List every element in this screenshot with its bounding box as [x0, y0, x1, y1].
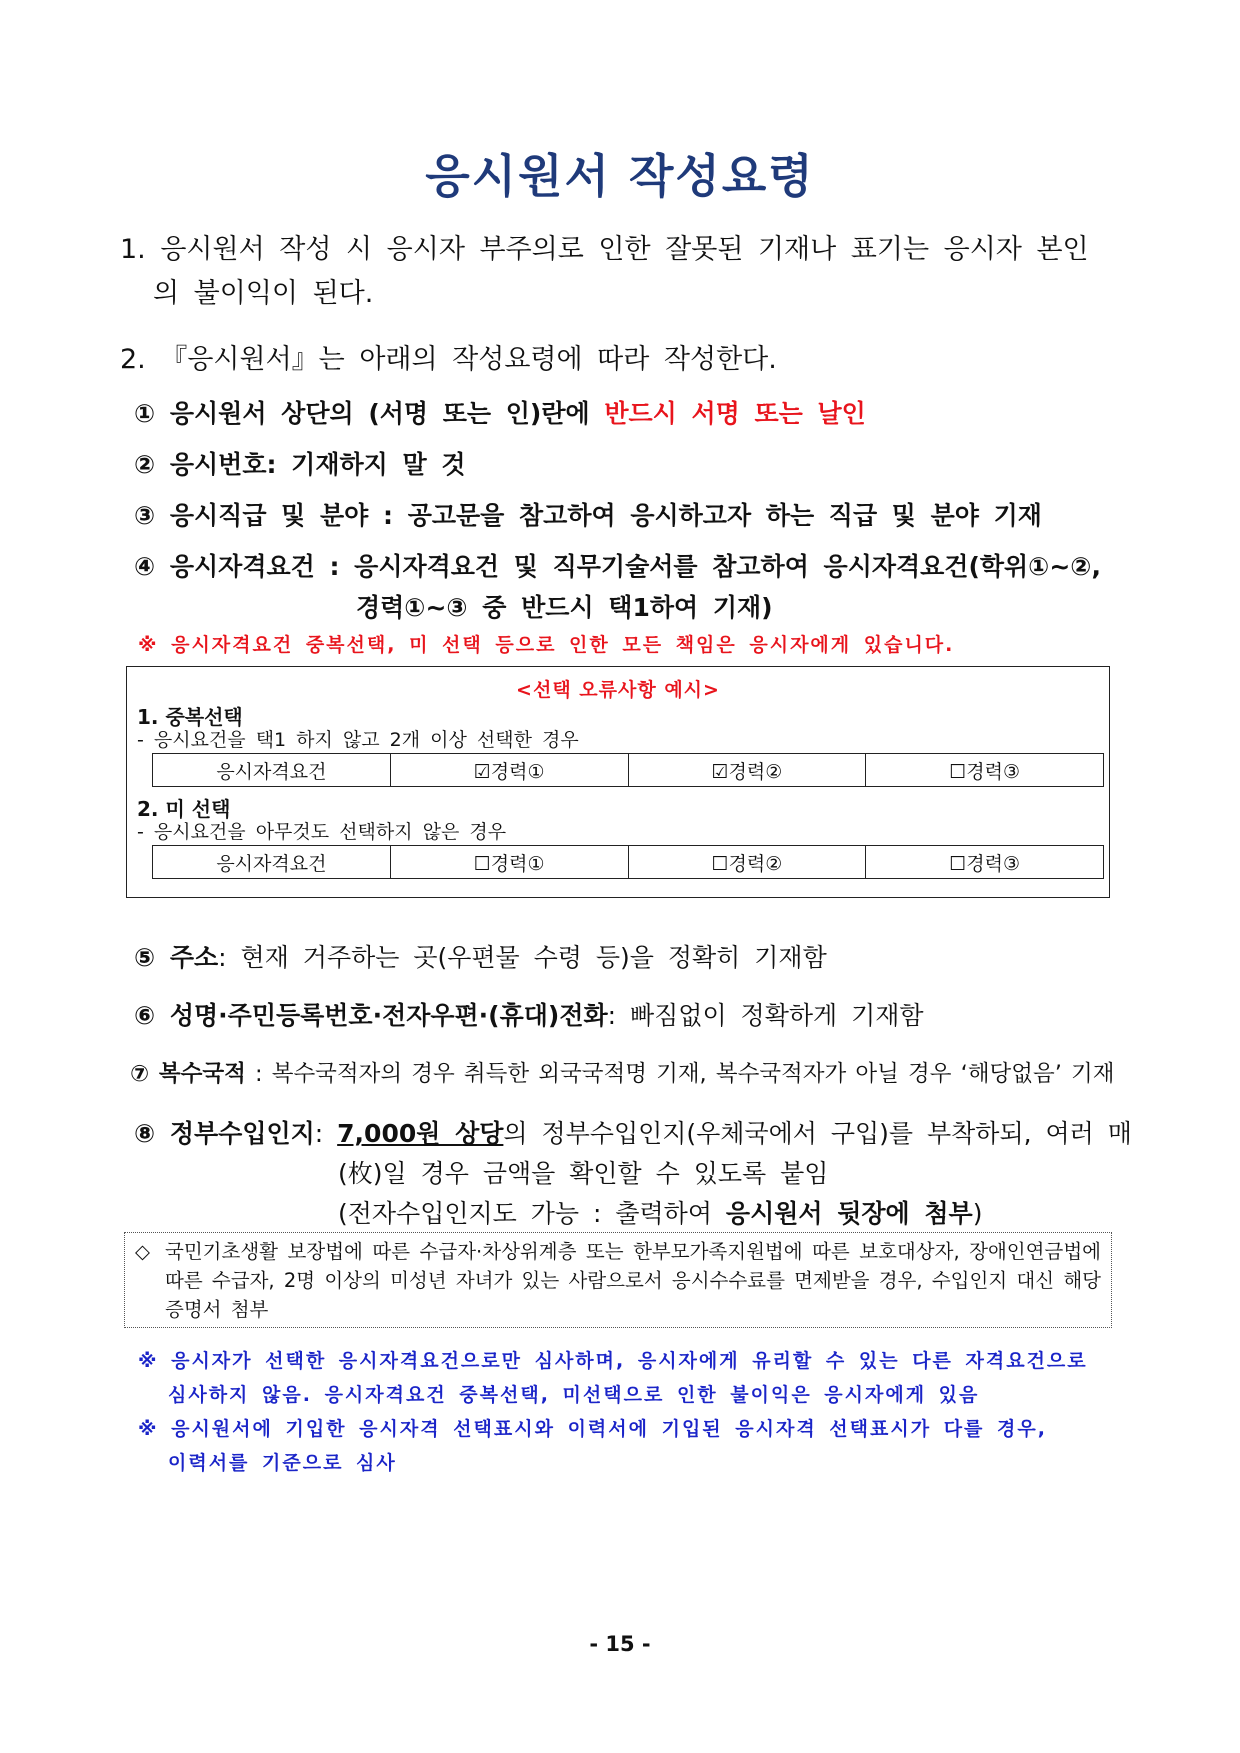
item-8-line1: [134, 1114, 1132, 1150]
item-4-line1: ④ 응시자격요건 : 응시자격요건 및 직무기술서를 참고하여 응시자격요건(학위①~②,: [134, 552, 1101, 581]
para1-line2: 의 불이익이 된다.: [153, 278, 374, 309]
note-red: ※ 응시자격요건 중복선택, 미 선택 등으로 인한 모든 책임은 응시자에게 있습니다.: [138, 634, 955, 656]
case2-desc: - 응시요건을 아무것도 선택하지 않은 경우: [137, 821, 507, 843]
item-5: [134, 938, 827, 974]
item-8-line3: [338, 1194, 982, 1230]
item-8-label: ⑧ 정부수입인지: [134, 1119, 315, 1148]
para1-line1: 1. 응시원서 작성 시 응시자 부주의로 인한 잘못된 기재나 표기는 응시자 본인: [120, 234, 1089, 265]
item-8-text1: 의 정부수입인지(우체국에서 구입)를 부착하되, 여러 매: [503, 1119, 1132, 1148]
item-1-emphasis: 반드시 서명 또는 날인: [604, 399, 866, 428]
item-1: [134, 394, 866, 430]
item-6-text: : 빠짐없이 정확하게 기재함: [607, 1001, 924, 1030]
table-cell: ☐경력③: [866, 754, 1104, 787]
item-5-label: ⑤ 주소: [134, 943, 219, 972]
item-8-line3-bold: 응시원서 뒷장에 첨부: [725, 1199, 973, 1228]
note-blue-line3: ※ 응시원서에 기입한 응시자격 선택표시와 이력서에 기입된 응시자격 선택표시가 다를 경우,: [138, 1418, 1047, 1440]
item-8-line3-prefix: (전자수입인지도 가능 : 출력하여: [338, 1199, 726, 1228]
diamond-icon: ◇: [135, 1240, 150, 1263]
item-8-colon: :: [314, 1119, 338, 1148]
item-8-line2: (枚)일 경우 금액을 확인할 수 있도록 붙임: [338, 1159, 829, 1188]
case2-heading: 2. 미 선택: [137, 797, 231, 821]
item-6-label: ⑥ 성명·주민등록번호·전자우편·(휴대)전화: [134, 1001, 608, 1030]
table-cell: ☐경력①: [390, 846, 628, 879]
case1-heading: 1. 중복선택: [137, 705, 243, 729]
example-box-title: <선택 오류사항 예시>: [516, 679, 720, 701]
item-3: ③ 응시직급 및 분야 : 공고문을 참고하여 응시하고자 하는 직급 및 분야 기재: [134, 501, 1042, 530]
note-blue-line2: 심사하지 않음. 응시자격요건 중복선택, 미선택으로 인한 불이익은 응시자에게 있음: [168, 1384, 980, 1406]
table-cell: ☐경력③: [866, 846, 1104, 879]
item-4-line2: 경력①~③ 중 반드시 택1하여 기재): [356, 593, 773, 622]
item-7: [130, 1056, 1115, 1088]
table-row: [153, 754, 1104, 787]
item-8-line3-suffix: ): [972, 1199, 983, 1228]
item-1-prefix: ① 응시원서 상단의 (서명 또는 인)란에: [134, 399, 605, 428]
note-blue-line4: 이력서를 기준으로 심사: [168, 1452, 397, 1474]
item-2: ② 응시번호: 기재하지 말 것: [134, 450, 466, 479]
table-cell: 응시자격요건: [153, 846, 391, 879]
note-blue-line1: ※ 응시자가 선택한 응시자격요건으로만 심사하며, 응시자에게 유리할 수 있는 다른 자격요건으로: [138, 1350, 1088, 1372]
table-cell: 응시자격요건: [153, 754, 391, 787]
exemption-text: 국민기초생활 보장법에 따른 수급자·차상위계층 또는 한부모가족지원법에 따른 보호대상자, 장애인연금법에 따른 수급자, 2명 이상의 미성년 자녀가 있는 사람으로서 응시수수료를 면제받을 경우, 수입인지 대신 해당 증명서 첨부: [165, 1240, 1101, 1321]
case1-table: [152, 753, 1104, 787]
table-cell: ☑경력②: [628, 754, 866, 787]
example-box: [126, 666, 1110, 898]
table-cell: ☐경력②: [628, 846, 866, 879]
exemption-box: [124, 1232, 1112, 1328]
case1-desc: - 응시요건을 택1 하지 않고 2개 이상 선택한 경우: [137, 729, 579, 751]
para2: 2. 『응시원서』는 아래의 작성요령에 따라 작성한다.: [120, 344, 777, 375]
item-7-text: : 복수국적자의 경우 취득한 외국국적명 기재, 복수국적자가 아닐 경우 ‘해당없음’ 기재: [245, 1061, 1115, 1087]
item-6: [134, 996, 924, 1032]
table-row: [153, 846, 1104, 879]
page-title: 응시원서 작성요령: [425, 149, 815, 203]
item-5-text: : 현재 거주하는 곳(우편물 수령 등)을 정확히 기재함: [218, 943, 827, 972]
page-number: - 15 -: [589, 1632, 651, 1656]
case2-table: [152, 845, 1104, 879]
item-7-label: ⑦ 복수국적: [130, 1061, 246, 1087]
item-8-amount: 7,000원 상당: [337, 1119, 504, 1148]
table-cell: ☑경력①: [390, 754, 628, 787]
